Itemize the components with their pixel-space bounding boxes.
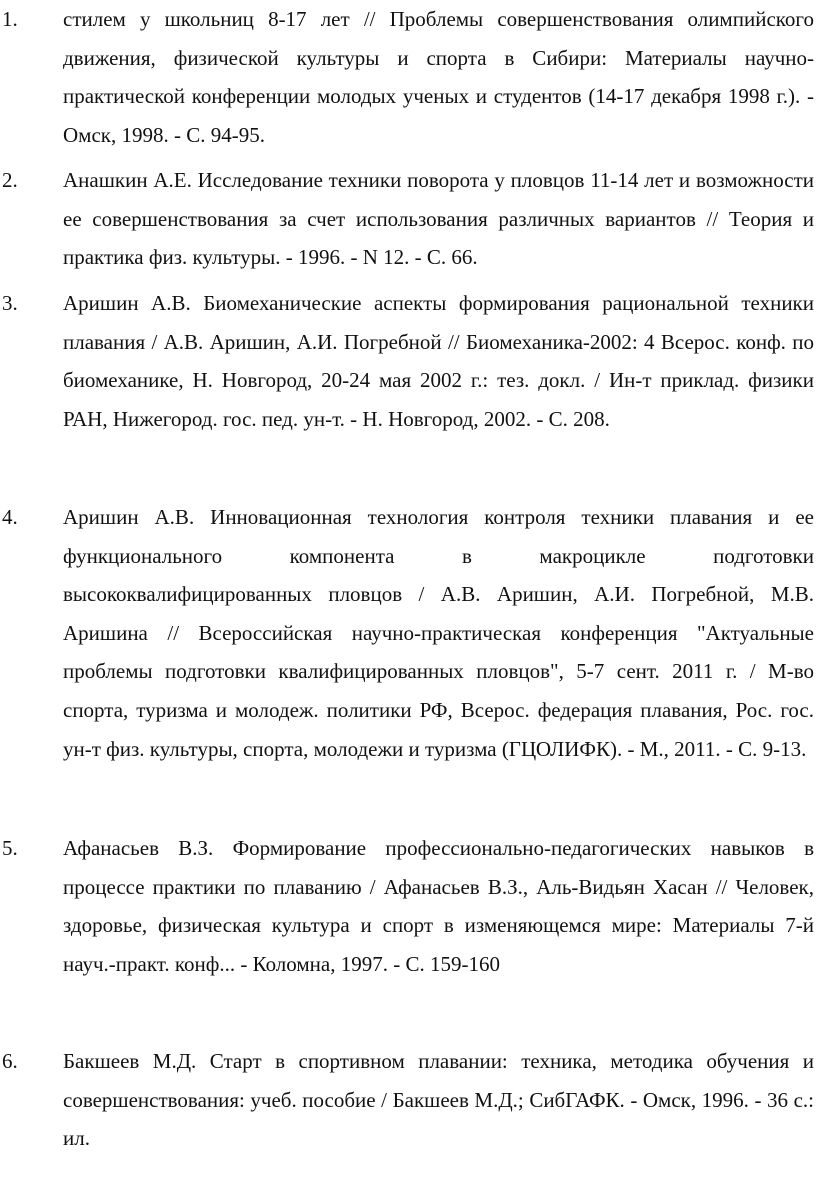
- reference-text: Аришин А.В. Инновационная технология контроля техники плавания и ее функционального компонента в макроцикле подготовки высококвалифицированных пловцов / А.В. Аришин, А.И. Погребной, М.В. Аришина // Всероссийская научно-практическая конференция "Актуальные проблемы подготовки квалифицированных пловцов", 5-7 сент. 2011 г. / М-во спорта, туризма и молодеж. политики РФ, Всерос. федерация плавания, Рос. гос. ун-т физ. культуры, спорта, молодежи и туризма (ГЦОЛИФК). - М., 2011. - С. 9-13.: [63, 505, 814, 761]
- reference-number: 6.: [2, 1049, 18, 1073]
- reference-number: 1.: [2, 7, 18, 31]
- reference-number: 3.: [2, 291, 18, 315]
- reference-text: Бакшеев М.Д. Старт в спортивном плавании: техника, методика обучения и совершенствования: учеб. пособие / Бакшеев М.Д.; СибГАФК. - Омск, 1996. - 36 с.: ил.: [63, 1049, 814, 1151]
- reference-text: Анашкин А.Е. Исследование техники поворота у пловцов 11-14 лет и возможности ее совершенствования за счет использования различных вариантов // Теория и практика физ. культуры. - 1996. - N 12. - С. 66.: [63, 168, 814, 270]
- reference-number: 2.: [2, 168, 18, 192]
- reference-text: стилем у школьниц 8-17 лет // Проблемы совершенствования олимпийского движения, физической культуры и спорта в Сибири: Материалы научно-практической конференции молодых ученых и студентов (14-17 декабря 1998 г.). - Омск, 1998. - С. 94-95.: [63, 7, 814, 147]
- reference-text: Афанасьев В.З. Формирование профессионально-педагогических навыков в процессе практики по плаванию / Афанасьев В.З., Аль-Видьян Хасан // Человек, здоровье, физическая культура и спорт в изменяющемся мире: Материалы 7-й науч.-практ. конф... - Коломна, 1997. - С. 159-160: [63, 836, 814, 976]
- reference-text: Аришин А.В. Биомеханические аспекты формирования рациональной техники плавания / А.В. Аришин, А.И. Погребной // Биомеханика-2002: 4 Всерос. конф. по биомеханике, Н. Новгород, 20-24 мая 2002 г.: тез. докл. / Ин-т приклад. физики РАН, Нижегород. гос. пед. ун-т. - Н. Новгород, 2002. - С. 208.: [63, 291, 814, 431]
- reference-number: 4.: [2, 505, 18, 529]
- reference-number: 5.: [2, 836, 18, 860]
